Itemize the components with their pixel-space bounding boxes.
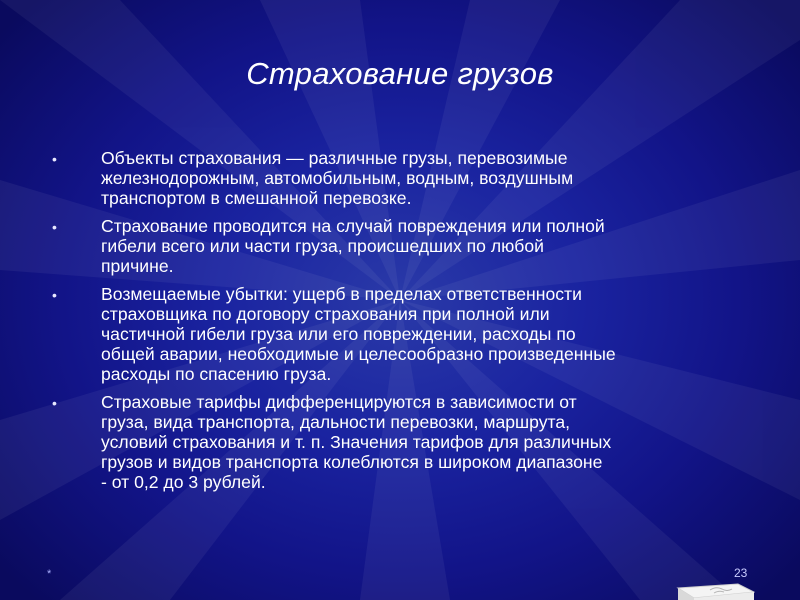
bullet-icon: •	[52, 219, 57, 235]
bullet-item	[50, 216, 765, 276]
bullet-item	[50, 392, 765, 492]
bullet-text: Страховые тарифы дифференцируются в зависимости от груза, вида транспорта, дальности перевозки, маршрута, условий страхования и т. п. Значения тарифов для различных грузов и видов транспорта колеблются в широком диапазоне - от 0,2 до 3 рублей.	[101, 392, 612, 492]
bullet-icon: •	[52, 395, 57, 411]
page-number: 23	[734, 566, 748, 580]
slide-title: Страхование грузов	[246, 56, 554, 91]
box-icon	[670, 576, 755, 600]
bullet-list	[50, 148, 765, 500]
bullet-item	[50, 148, 765, 208]
bullet-icon: •	[52, 287, 57, 303]
bullet-item	[50, 284, 765, 384]
footer-mark: *	[47, 568, 52, 580]
bullet-text: Возмещаемые убытки: ущерб в пределах ответственности страховщика по договору страхования при полной или частичной гибели груза или его повреждении, расходы по общей аварии, необходимые и целесообразно произведенные расходы по спасению груза.	[101, 284, 616, 384]
bullet-icon: •	[52, 151, 57, 167]
bullet-text: Страхование проводится на случай повреждения или полной гибели всего или части груза, происшедших по любой причине.	[101, 216, 605, 276]
bullet-text: Объекты страхования — различные грузы, перевозимые железнодорожным, автомобильным, водным, воздушным транспортом в смешанной перевозке.	[101, 148, 574, 208]
